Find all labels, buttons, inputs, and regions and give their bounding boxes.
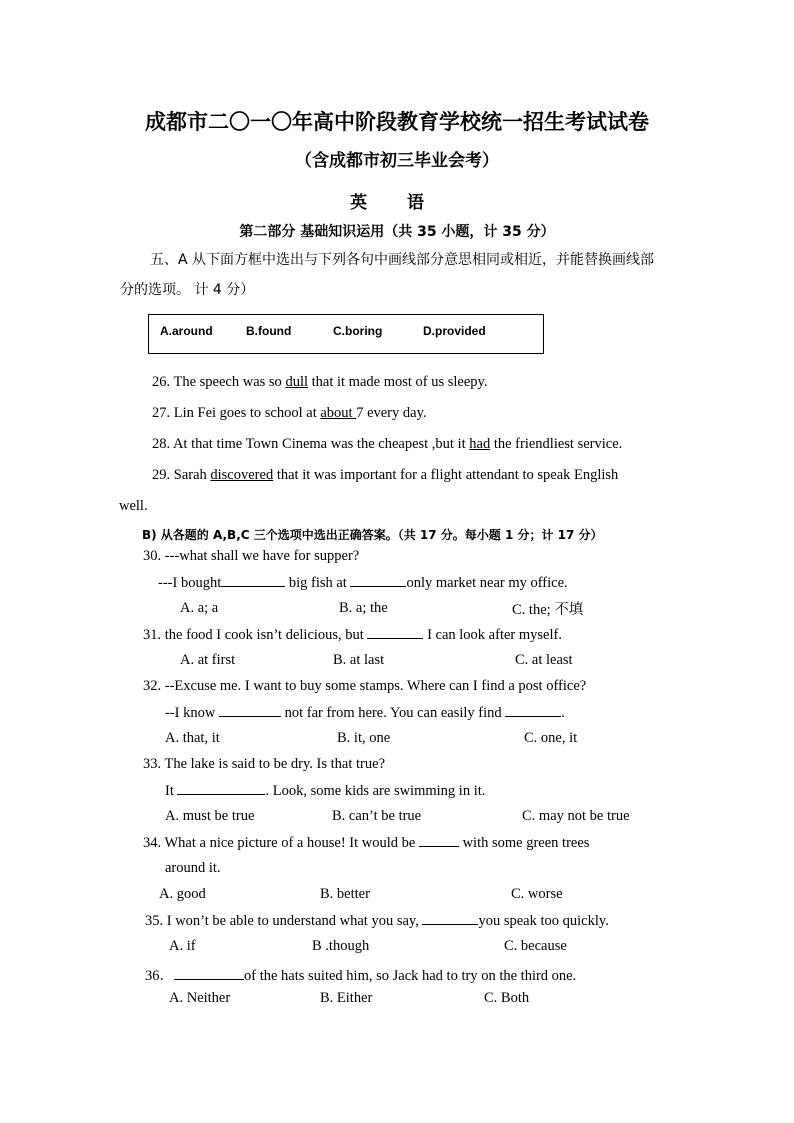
option-d: D.provided [423, 324, 486, 338]
q34-choice-c: C. worse [511, 886, 563, 902]
answer-blank [350, 574, 406, 587]
q33-text-b: . Look, some kids are swimming in it. [265, 783, 486, 799]
part-title: 第二部分 基础知识运用（共 35 小题，计 35 分） [239, 224, 555, 240]
q32-choice-b: B. it, one [337, 730, 391, 746]
q27-underlined: about [320, 405, 357, 421]
q30-choice-a: A. a; a [180, 600, 219, 616]
q29-underlined: discovered [210, 467, 274, 483]
question-31 [143, 626, 562, 644]
q27-text-pre: 27. Lin Fei goes to school at [152, 405, 321, 421]
section-b-instruction: B) 从各题的 A,B,C 三个选项中选出正确答案。（共 17 分。每小题 1 分；计 17 分） [142, 528, 603, 542]
q30-text-b: big fish at [285, 575, 351, 591]
q28-underlined: had [469, 436, 491, 452]
answer-blank [419, 834, 459, 847]
q26-text-post: that it made most of us sleepy. [308, 374, 488, 390]
q32-text-a: --I know [165, 705, 219, 721]
options-box [148, 314, 544, 354]
option-c: C.boring [333, 324, 383, 338]
q29-text-pre: 29. Sarah [152, 467, 211, 483]
answer-blank [177, 782, 265, 795]
question-32-line2 [165, 704, 565, 722]
q36-choice-a: A. Neither [169, 990, 231, 1006]
q31-choice-a: A. at first [180, 652, 236, 668]
question-33: 33. The lake is said to be dry. Is that true? [143, 756, 386, 772]
q36-text-post: of the hats suited him, so Jack had to try on the third one. [244, 968, 577, 984]
option-b: B.found [246, 324, 292, 338]
answer-blank [367, 626, 423, 639]
q32-choice-c: C. one, it [524, 730, 578, 746]
question-35 [145, 912, 609, 930]
q34-choice-b: B. better [320, 886, 370, 902]
question-27 [152, 405, 427, 422]
q35-choice-b: B .though [312, 938, 370, 954]
q35-text-pre: 35. I won’t be able to understand what you say, [145, 913, 423, 929]
q33-choice-b: B. can’t be true [332, 808, 422, 824]
question-29-continued: well. [119, 498, 148, 514]
q26-underlined: dull [285, 374, 308, 390]
answer-blank [422, 912, 478, 925]
q29-text-post: that it was important for a flight attendant to speak English [273, 467, 619, 483]
q34-text-b: with some green trees [458, 835, 590, 851]
q26-text-pre: 26. The speech was so [152, 374, 286, 390]
subject-title: 英语 [350, 193, 464, 213]
q31-choice-b: B. at last [333, 652, 385, 668]
question-36 [145, 964, 576, 985]
q32-text-b: not far from here. You can easily find [280, 705, 506, 721]
answer-blank [174, 967, 244, 980]
question-28 [152, 436, 622, 453]
q33-text-a: It [165, 783, 178, 799]
q36-choice-c: C. Both [484, 990, 530, 1006]
q31-text-pre: 31. the food I cook isn’t delicious, but [143, 627, 368, 643]
q31-choice-c: C. at least [515, 652, 573, 668]
question-30: 30. ---what shall we have for supper? [143, 548, 360, 564]
option-a: A.around [160, 324, 213, 338]
section-a-instruction-line1: 五、A 从下面方框中选出与下列各句中画线部分意思相同或相近，并能替换画线部 [150, 252, 655, 268]
answer-blank [505, 704, 561, 717]
q36-choice-b: B. Either [320, 990, 373, 1006]
question-34-line2: around it. [165, 860, 221, 876]
q35-text-post: you speak too quickly. [478, 913, 609, 929]
q32-text-c: . [561, 705, 565, 721]
q30-text-a: ---I bought [158, 575, 222, 591]
question-34 [143, 834, 589, 852]
question-33-line2 [165, 782, 485, 800]
question-30-line2 [158, 574, 568, 592]
answer-blank [221, 574, 285, 587]
answer-blank [219, 704, 281, 717]
q27-text-post: 7 every day. [356, 405, 427, 421]
q35-choice-a: A. if [169, 938, 196, 954]
q30-text-c: only market near my office. [406, 575, 568, 591]
exam-title: 成都市二〇一〇年高中阶段教育学校统一招生考试试卷 [145, 110, 649, 134]
q33-choice-c: C. may not be true [522, 808, 630, 824]
q28-text-post: the friendliest service. [490, 436, 623, 452]
exam-subtitle: （含成都市初三毕业会考） [295, 151, 499, 171]
q36-text-pre: 36． [145, 968, 174, 984]
q28-text-pre: 28. At that time Town Cinema was the cheapest ,but it [152, 436, 470, 452]
q31-text-post: I can look after myself. [423, 627, 562, 643]
q32-choice-a: A. that, it [165, 730, 220, 746]
question-32: 32. --Excuse me. I want to buy some stamps. Where can I find a post office? [143, 678, 587, 694]
q34-text-a: 34. What a nice picture of a house! It would be [143, 835, 419, 851]
q30-choice-b: B. a; the [339, 600, 388, 616]
q35-choice-c: C. because [504, 938, 567, 954]
question-29 [152, 467, 618, 484]
q33-choice-a: A. must be true [165, 808, 255, 824]
q30-choice-c: C. the; 不填 [512, 602, 584, 618]
section-a-instruction-line2: 分的选项。 计 4 分） [120, 282, 255, 298]
question-26 [152, 374, 487, 391]
q34-choice-a: A. good [159, 886, 206, 902]
